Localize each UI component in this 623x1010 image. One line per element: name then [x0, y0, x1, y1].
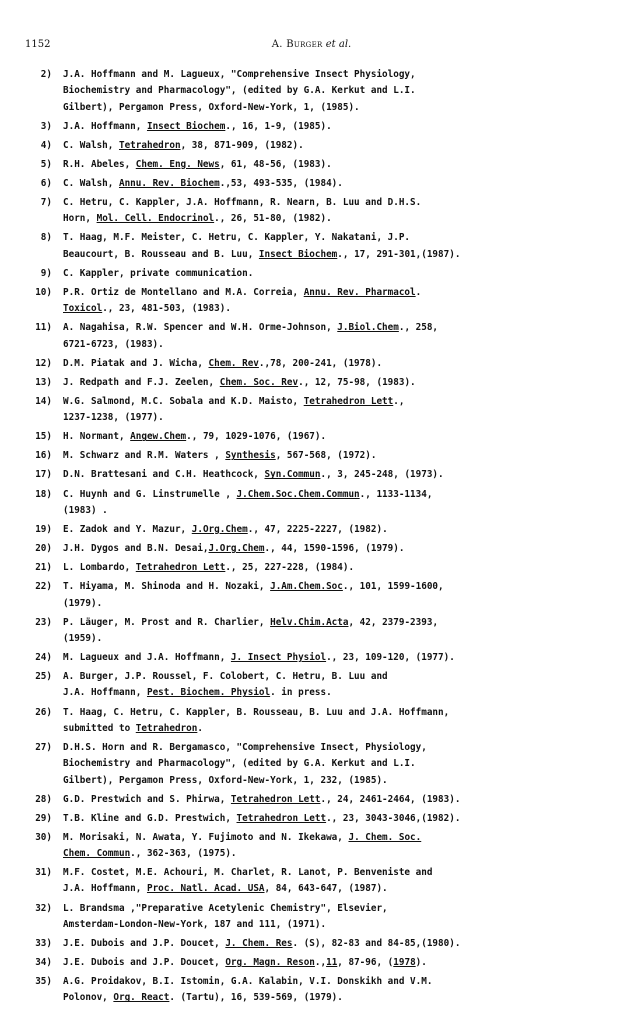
reference-line — [63, 83, 611, 99]
reference-segment: Beaucourt, B. Rousseau and B. Luu, — [63, 248, 259, 260]
reference-line — [63, 429, 611, 445]
reference-segment: T.B. Kline and G.D. Prestwich, — [63, 812, 237, 824]
reference-line — [63, 615, 611, 631]
reference-segment: T. Haag, M.F. Meister, C. Hetru, C. Kappler, Y. Nakatani, J.P. — [63, 232, 411, 244]
reference-segment: ., — [314, 957, 327, 969]
reference-entry — [0, 320, 623, 353]
journal-title: Tetrahedron Lett — [135, 562, 226, 574]
reference-number: 31) — [35, 867, 52, 879]
reference-line — [63, 301, 611, 317]
reference-entry — [0, 119, 623, 135]
reference-segment: P. Läuger, M. Prost and R. Charlier, — [63, 616, 271, 628]
reference-line — [63, 119, 611, 135]
reference-segment: (1979). — [63, 597, 103, 609]
reference-segment: , 61, 48-56, (1983). — [219, 158, 332, 170]
reference-segment: ., 362-363, (1975). — [130, 848, 237, 860]
reference-text — [63, 955, 611, 971]
reference-text — [63, 320, 611, 353]
reference-line — [63, 67, 611, 83]
reference-segment: M. Lagueux and J.A. Hoffmann, — [63, 652, 231, 664]
reference-line — [63, 881, 611, 897]
reference-number: 34) — [35, 957, 52, 969]
reference-segment: Gilbert), Pergamon Press, Oxford-New-York, 1, (1985). — [63, 101, 360, 113]
reference-line — [63, 955, 611, 971]
reference-line — [63, 705, 611, 721]
reference-number: 35) — [35, 976, 52, 988]
reference-entry — [0, 522, 623, 538]
reference-segment: G.D. Prestwich and S. Phirwa, — [63, 793, 231, 805]
reference-text — [63, 811, 611, 827]
reference-segment: D.H.S. Horn and R. Bergamasco, "Comprehensive Insect, Physiology, — [63, 741, 427, 753]
reference-number: 11) — [35, 322, 52, 334]
reference-line — [63, 936, 611, 952]
reference-segment: J.E. Dubois and J.P. Doucet, — [63, 937, 226, 949]
reference-number: 28) — [35, 793, 52, 805]
reference-segment: (1959). — [63, 632, 103, 644]
reference-segment: L. Lombardo, — [63, 562, 136, 574]
reference-segment: .,53, 493-535, (1984). — [219, 177, 343, 189]
reference-segment: Polonov, — [63, 992, 114, 1004]
reference-segment: P.R. Ortiz de Montellano and M.A. Correia, — [63, 286, 304, 298]
reference-segment: A. Nagahisa, R.W. Spencer and W.H. Orme-Johnson, — [63, 322, 338, 334]
reference-entry — [0, 901, 623, 934]
reference-line — [63, 846, 611, 862]
reference-number: 17) — [35, 469, 52, 481]
reference-segment: (1983) . — [63, 504, 108, 516]
journal-title: Tetrahedron Lett — [303, 395, 394, 407]
reference-number: 18) — [35, 488, 52, 500]
reference-entry — [0, 487, 623, 520]
reference-line — [63, 211, 611, 227]
journal-title: 1978 — [393, 957, 416, 969]
reference-segment: ., 16, 1-9, (1985). — [225, 120, 332, 132]
reference-segment: W.G. Salmond, M.C. Sobala and K.D. Maisto, — [63, 395, 304, 407]
reference-line — [63, 974, 611, 990]
reference-text — [63, 138, 611, 154]
reference-text — [63, 865, 611, 898]
reference-segment: A. Burger, J.P. Roussel, F. Colobert, C. Hetru, B. Luu and — [63, 671, 388, 683]
reference-text — [63, 67, 611, 116]
reference-number: 19) — [35, 523, 52, 535]
reference-segment: ., 101, 1599-1600, — [342, 581, 444, 593]
reference-segment: M. Morisaki, N. Awata, Y. Fujimoto and N. Ikekawa, — [63, 831, 349, 843]
reference-text — [63, 394, 611, 427]
reference-entry — [0, 448, 623, 464]
reference-entry — [0, 650, 623, 666]
reference-segment: T. Hiyama, M. Shinoda and H. Nozaki, — [63, 581, 271, 593]
reference-line — [63, 901, 611, 917]
reference-text — [63, 195, 611, 228]
reference-segment: . — [415, 286, 422, 298]
reference-text — [63, 448, 611, 464]
reference-line — [63, 650, 611, 666]
reference-text — [63, 615, 611, 648]
reference-line — [63, 410, 611, 426]
reference-text — [63, 560, 611, 576]
reference-entry — [0, 560, 623, 576]
reference-text — [63, 230, 611, 263]
reference-text — [63, 740, 611, 789]
reference-segment: .,78, 200-241, (1978). — [258, 357, 383, 369]
reference-segment: , 42, 2379-2393, — [348, 616, 439, 628]
journal-title: Helv.Chim.Acta — [270, 616, 349, 628]
reference-segment: ., 17, 291-301,(1987). — [337, 248, 461, 260]
reference-entry — [0, 375, 623, 391]
reference-segment: 6721-6723, (1983). — [63, 338, 164, 350]
reference-line — [63, 917, 611, 933]
reference-line — [63, 522, 611, 538]
reference-segment: J.A. Hoffmann, — [63, 883, 147, 895]
reference-line — [63, 503, 611, 519]
journal-title: Tetrahedron Lett — [236, 812, 327, 824]
reference-segment: A.G. Proidakov, B.I. Istomin, G.A. Kalabin, V.I. Donskikh and V.M. — [63, 976, 433, 988]
reference-segment: ., — [393, 395, 405, 407]
reference-segment: Biochemistry and Pharmacology", (edited by G.A. Kerkut and L.I. — [63, 758, 416, 770]
reference-line — [63, 375, 611, 391]
journal-title: J.Am.Chem.Soc — [270, 581, 343, 593]
reference-line — [63, 685, 611, 701]
reference-number: 3) — [40, 120, 52, 132]
reference-text — [63, 429, 611, 445]
reference-segment: J.A. Hoffmann and M. Lagueux, "Comprehensive Insect Physiology, — [63, 69, 416, 80]
reference-entry — [0, 356, 623, 372]
reference-segment: ., 24, 2461-2464, (1983). — [320, 793, 461, 805]
reference-number: 29) — [35, 812, 52, 824]
reference-number: 23) — [35, 616, 52, 628]
reference-line — [63, 756, 611, 772]
reference-text — [63, 522, 611, 538]
reference-segment: C. Walsh, — [63, 177, 119, 189]
reference-segment: ., 23, 3043-3046,(1982). — [326, 812, 461, 824]
reference-text — [63, 705, 611, 738]
reference-segment: C. Hetru, C. Kappler, J.A. Hoffmann, R. Nearn, B. Luu and D.H.S. — [63, 197, 422, 209]
reference-line — [63, 337, 611, 353]
reference-segment: J.E. Dubois and J.P. Doucet, — [63, 957, 226, 969]
page-number: 1152 — [25, 39, 51, 50]
reference-segment: H. Normant, — [63, 431, 131, 443]
reference-line — [63, 356, 611, 372]
reference-text — [63, 157, 611, 173]
reference-entry — [0, 669, 623, 702]
reference-text — [63, 792, 611, 808]
journal-title: Synthesis — [225, 450, 276, 462]
reference-number: 21) — [35, 562, 52, 574]
reference-entry — [0, 955, 623, 971]
reference-segment: , 84, 643-647, (1987). — [264, 883, 388, 895]
reference-entry — [0, 266, 623, 282]
journal-title: Annu. Rev. Pharmacol — [303, 286, 416, 298]
reference-number: 26) — [35, 706, 52, 718]
reference-text — [63, 285, 611, 318]
journal-title: J.Org.Chem — [208, 543, 265, 555]
reference-segment: Amsterdam-London-New-York, 187 and 111, (1971). — [63, 918, 327, 930]
reference-line — [63, 320, 611, 336]
reference-segment: J.A. Hoffmann, — [63, 120, 147, 132]
reference-segment: M. Schwarz and R.M. Waters , — [63, 450, 226, 462]
reference-number: 24) — [35, 652, 52, 664]
reference-entry — [0, 974, 623, 1007]
reference-text — [63, 579, 611, 612]
journal-title: Annu. Rev. Biochem — [118, 177, 220, 189]
reference-number: 27) — [35, 741, 52, 753]
reference-segment: ., 26, 51-80, (1982). — [214, 213, 332, 225]
reference-entry — [0, 157, 623, 173]
reference-number: 33) — [35, 937, 52, 949]
reference-segment: ., 23, 109-120, (1977). — [326, 652, 455, 664]
reference-entry — [0, 792, 623, 808]
reference-text — [63, 266, 611, 282]
reference-segment: D.M. Piatak and J. Wicha, — [63, 357, 209, 369]
reference-number: 20) — [35, 543, 52, 555]
reference-entry — [0, 936, 623, 952]
running-header-et-al: et al. — [322, 39, 352, 50]
reference-line — [63, 990, 611, 1006]
reference-line — [63, 792, 611, 808]
reference-number: 32) — [35, 902, 52, 914]
reference-number: 4) — [40, 139, 52, 151]
running-header — [0, 39, 623, 50]
reference-text — [63, 467, 611, 483]
reference-line — [63, 721, 611, 737]
reference-entry — [0, 394, 623, 427]
reference-line — [63, 773, 611, 789]
reference-text — [63, 650, 611, 666]
reference-entry — [0, 176, 623, 192]
journal-title: Chem. Soc. Rev — [219, 376, 299, 388]
reference-number: 30) — [35, 831, 52, 843]
reference-number: 5) — [40, 158, 52, 170]
reference-segment: 1237-1238, (1977). — [63, 412, 164, 424]
reference-segment: Biochemistry and Pharmacology", (edited by G.A. Kerkut and L.I. — [63, 85, 416, 97]
reference-number: 25) — [35, 671, 52, 683]
reference-segment: ., 25, 227-228, (1984). — [225, 562, 355, 574]
reference-line — [63, 669, 611, 685]
reference-line — [63, 247, 611, 263]
reference-number: 16) — [35, 450, 52, 462]
reference-segment: J.A. Hoffmann, — [63, 687, 147, 699]
reference-text — [63, 119, 611, 135]
running-header-authors: A. Burger — [271, 39, 323, 50]
reference-line — [63, 467, 611, 483]
reference-line — [63, 865, 611, 881]
reference-number: 15) — [35, 431, 52, 443]
journal-title: 11 — [326, 957, 338, 969]
reference-text — [63, 375, 611, 391]
reference-number: 6) — [40, 177, 52, 189]
reference-segment: . — [197, 722, 203, 734]
reference-text — [63, 936, 611, 952]
reference-line — [63, 811, 611, 827]
reference-line — [63, 176, 611, 192]
reference-entry — [0, 705, 623, 738]
reference-segment: C. Huynh and G. Linstrumelle , — [63, 488, 237, 500]
reference-segment: ., 79, 1029-1076, (1967). — [186, 431, 327, 443]
reference-segment: D.N. Brattesani and C.H. Heathcock, — [63, 469, 265, 481]
journal-title: Insect Biochem — [258, 248, 338, 260]
reference-entry — [0, 285, 623, 318]
reference-segment: ., 258, — [398, 322, 439, 334]
reference-list — [0, 67, 623, 1010]
reference-segment: . in press. — [270, 687, 332, 699]
reference-line — [63, 579, 611, 595]
reference-text — [63, 669, 611, 702]
reference-segment: ., 12, 75-98, (1983). — [298, 376, 416, 388]
reference-segment: , 567-568, (1972). — [275, 450, 377, 462]
reference-number: 8) — [40, 232, 52, 244]
reference-text — [63, 541, 611, 557]
reference-text — [63, 487, 611, 520]
reference-number: 13) — [35, 376, 52, 388]
reference-segment: , 87-96, ( — [337, 957, 394, 969]
reference-segment: Gilbert), Pergamon Press, Oxford-New-York, 1, 232, (1985). — [63, 774, 388, 786]
reference-entry — [0, 467, 623, 483]
journal-title: Syn.Commun — [264, 469, 321, 481]
reference-line — [63, 266, 611, 282]
reference-line — [63, 560, 611, 576]
journal-title: J.Chem.Soc.Chem.Commun — [236, 488, 360, 500]
reference-line — [63, 740, 611, 756]
reference-segment: R.H. Abeles, — [63, 158, 136, 170]
reference-entry — [0, 195, 623, 228]
reference-number: 10) — [35, 286, 52, 298]
reference-number: 7) — [40, 197, 52, 209]
reference-entry — [0, 615, 623, 648]
reference-line — [63, 157, 611, 173]
reference-text — [63, 356, 611, 372]
reference-segment: ., 44, 1590-1596, (1979). — [264, 543, 405, 555]
reference-text — [63, 176, 611, 192]
journal-title: Angew.Chem — [130, 431, 187, 443]
journal-title: Chem. Commun — [63, 848, 131, 860]
reference-segment: ., 23, 481-503, (1983). — [102, 303, 231, 315]
reference-segment: . (S), 82-83 and 84-85,(1980). — [292, 937, 461, 949]
journal-title: Chem. Eng. News — [135, 158, 220, 170]
reference-line — [63, 394, 611, 410]
journal-title: J.Biol.Chem — [337, 322, 399, 334]
reference-segment: C. Walsh, — [63, 139, 119, 151]
reference-segment: ., 47, 2225-2227, (1982). — [247, 523, 388, 535]
reference-number: 2) — [40, 69, 52, 80]
reference-segment: E. Zadok and Y. Mazur, — [63, 523, 192, 535]
reference-line — [63, 631, 611, 647]
reference-entry — [0, 830, 623, 863]
reference-segment: L. Brandsma ,"Preparative Acetylenic Chemistry", Elsevier, — [63, 902, 388, 914]
reference-segment: ., 1133-1134, — [359, 488, 433, 500]
journal-title: J. Chem. Res — [225, 937, 293, 949]
reference-segment: J.H. Dygos and B.N. Desai, — [63, 543, 209, 555]
reference-segment: T. Haag, C. Hetru, C. Kappler, B. Rousseau, B. Luu and J.A. Hoffmann, — [63, 706, 450, 718]
journal-title: Insect Biochem — [146, 120, 226, 132]
reference-line — [63, 138, 611, 154]
reference-segment: ., 3, 245-248, (1973). — [320, 469, 444, 481]
journal-title: Org. React — [113, 992, 170, 1004]
reference-number: 14) — [35, 395, 52, 407]
reference-entry — [0, 230, 623, 263]
reference-entry — [0, 67, 623, 116]
journal-title: Tetrahedron — [135, 722, 198, 734]
reference-line — [63, 541, 611, 557]
journal-title: J. Insect Physiol — [230, 652, 327, 664]
journal-title: Toxicol — [63, 303, 103, 315]
reference-entry — [0, 138, 623, 154]
reference-entry — [0, 429, 623, 445]
reference-segment: C. Kappler, private communication. — [63, 267, 254, 279]
reference-entry — [0, 740, 623, 789]
reference-line — [63, 195, 611, 211]
reference-segment: ). — [415, 957, 427, 969]
journal-title: Proc. Natl. Acad. USA — [146, 883, 265, 895]
reference-line — [63, 230, 611, 246]
journal-title: Chem. Rev — [208, 357, 259, 369]
reference-segment: , 38, 871-909, (1982). — [180, 139, 304, 151]
reference-entry — [0, 865, 623, 898]
reference-text — [63, 830, 611, 863]
reference-text — [63, 974, 611, 1007]
reference-entry — [0, 811, 623, 827]
journal-title: Pest. Biochem. Physiol — [146, 687, 271, 699]
journal-title: Mol. Cell. Endocrinol — [96, 213, 215, 225]
reference-entry — [0, 579, 623, 612]
reference-segment: submitted to — [63, 722, 136, 734]
journal-title: Tetrahedron Lett — [230, 793, 321, 805]
reference-segment: M.F. Costet, M.E. Achouri, M. Charlet, R. Lanot, P. Benveniste and — [63, 867, 433, 879]
reference-segment: . (Tartu), 16, 539-569, (1979). — [169, 992, 343, 1004]
reference-number: 12) — [35, 357, 52, 369]
reference-line — [63, 100, 611, 116]
reference-line — [63, 596, 611, 612]
reference-line — [63, 830, 611, 846]
journal-title: Org. Magn. Reson — [225, 957, 315, 969]
reference-number: 22) — [35, 581, 52, 593]
journal-title: J. Chem. Soc. — [348, 831, 422, 843]
reference-segment: Horn, — [63, 213, 97, 225]
reference-number: 9) — [40, 267, 52, 279]
reference-segment: J. Redpath and F.J. Zeelen, — [63, 376, 220, 388]
reference-line — [63, 487, 611, 503]
journal-title: Tetrahedron — [118, 139, 181, 151]
reference-text — [63, 901, 611, 934]
journal-title: J.Org.Chem — [191, 523, 248, 535]
reference-entry — [0, 541, 623, 557]
reference-line — [63, 448, 611, 464]
reference-line — [63, 285, 611, 301]
